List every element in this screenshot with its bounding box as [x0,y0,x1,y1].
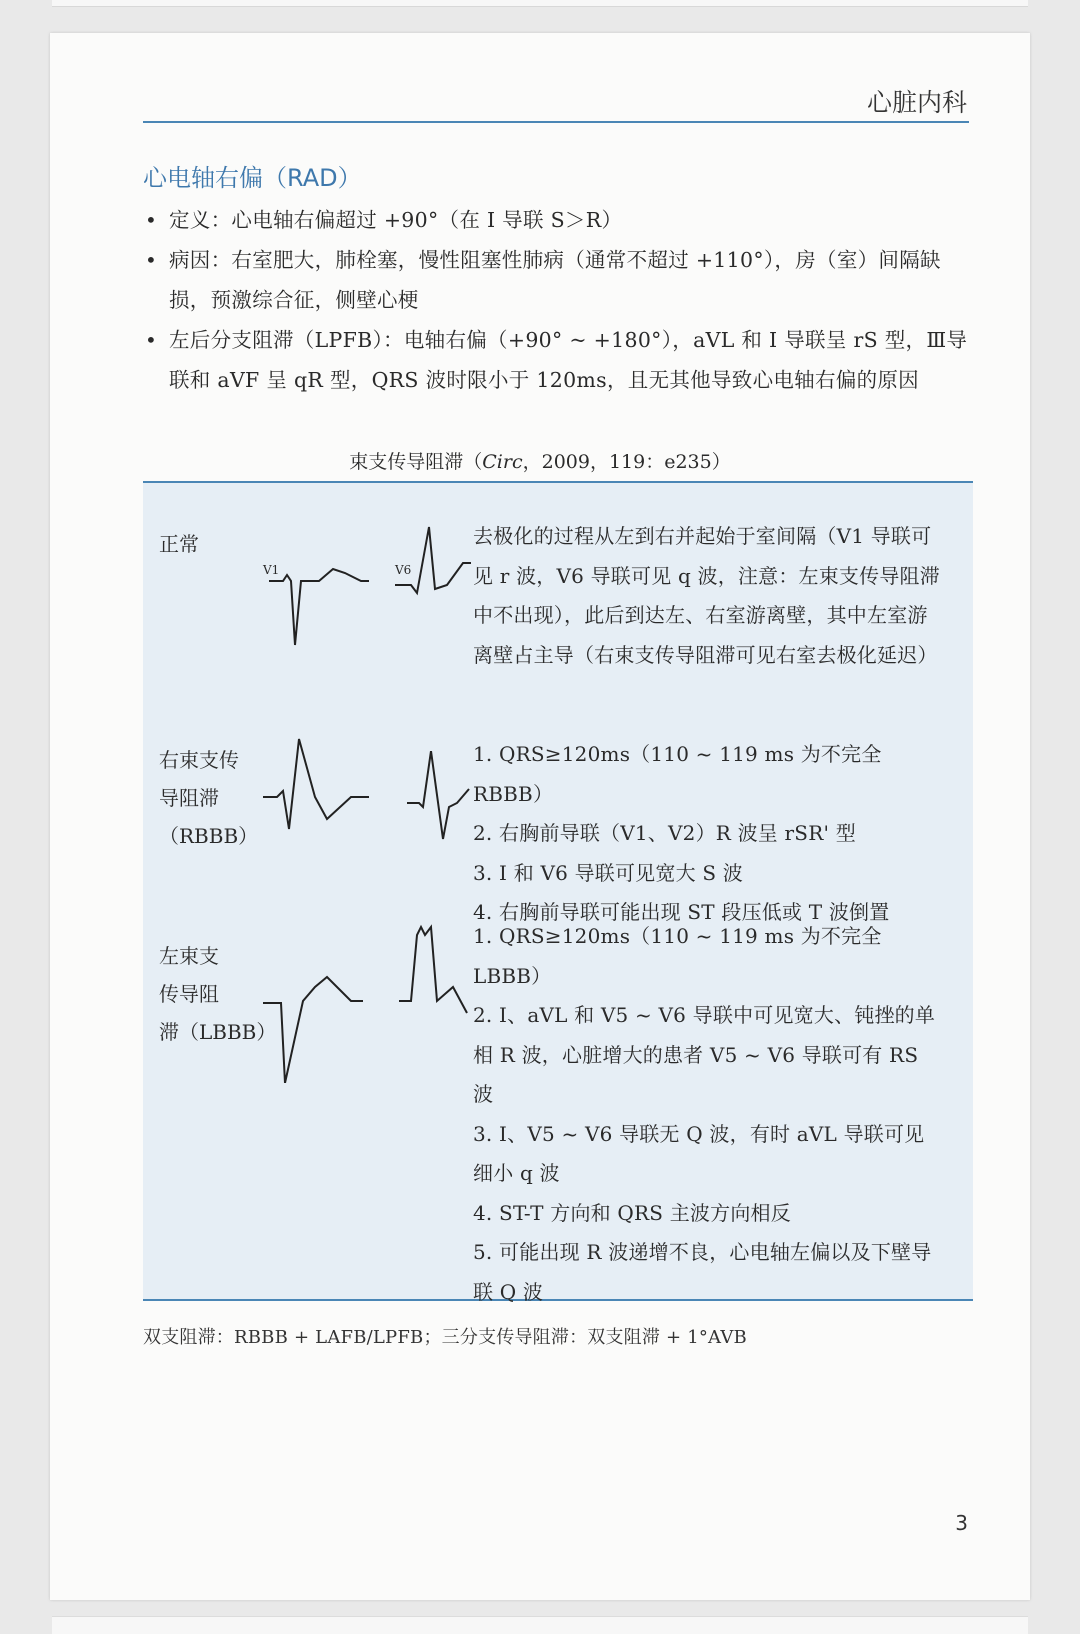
criteria-item: 4. 右胸前导联可能出现 ST 段压低或 T 波倒置 [473,900,890,924]
bullet-text: 病因：右室肥大，肺栓塞，慢性阻塞性肺病（通常不超过 +110°），房（室）间隔缺损，预激综合征，侧壁心梗 [169,248,941,312]
criteria-item: 1. QRS≥120ms（110 ~ 119 ms 为不完全 RBBB） [473,742,882,806]
row-text-lbbb [473,917,943,1312]
row-text-rbbb [473,735,943,933]
criteria-item: 2. 右胸前导联（V1、V2）R 波呈 rSR' 型 [473,821,856,845]
row-label-lbbb [159,937,276,1051]
row-label-line: （RBBB） [159,824,259,848]
row-label-rbbb [159,741,258,855]
row-label-line: 右束支传 [159,748,239,772]
bullet-lpfb [143,320,973,400]
bullet-list [143,200,973,400]
caption-paren: （ [463,451,483,473]
row-text-normal-item: 去极化的过程从左到右并起始于室间隔（V1 导联可见 r 波，V6 导联可见 q 波，注意：左束支传导阻滞中不出现），此后到达左、右室游离壁，其中左室游离壁占主导（右束支传导阻滞可见右室去极化延迟） [473,524,940,667]
lead-label-v1: V1 [263,563,280,577]
row-label-line: 传导阻 [159,982,219,1006]
bullet-causes [143,240,973,320]
bullet-definition [143,200,973,240]
footnote: 双支阻滞：RBBB + LAFB/LPFB；三分支传导阻滞：双支阻滞 + 1°AVB [143,1327,747,1348]
header-rule [143,121,969,123]
ecg-lbbb-v6-icon [397,923,477,1023]
book-page [50,33,1030,1600]
bullet-marker: • [145,208,158,232]
running-header: 心脏内科 [866,88,967,117]
page-number: 3 [955,1511,968,1535]
row-label-line: 滞（LBBB） [159,1020,277,1044]
criteria-item: 2. I、aVL 和 V5 ~ V6 导联中可见宽大、钝挫的单相 R 波，心脏增大的患者 V5 ~ V6 导联可有 RS 波 [473,1003,936,1106]
ecg-rbbb-v1-icon [261,735,371,845]
row-label-line: 左束支 [159,944,219,968]
criteria-item: 3. I、V5 ~ V6 导联无 Q 波，有时 aVL 导联可见细小 q 波 [473,1121,925,1185]
criteria-item: 4. ST-T 方向和 QRS 主波方向相反 [473,1200,791,1225]
table-caption-title: 束支传导阻滞 [349,451,464,473]
bundle-branch-block-table [143,481,973,1304]
criteria-item: 1. QRS≥120ms（110 ~ 119 ms 为不完全 LBBB） [473,924,882,988]
row-text-normal [473,517,943,675]
next-page-edge [52,1616,1028,1634]
lead-label-v6: V6 [395,563,412,577]
row-label-line: 导阻滞 [159,786,219,810]
table-caption [50,447,1030,474]
bullet-marker: • [145,328,158,352]
previous-page-edge [52,0,1028,7]
caption-journal: Circ [482,451,523,473]
section-title: 心电轴右偏（RAD） [143,164,362,192]
caption-reference: ，2009，119：e235） [522,451,731,473]
criteria-item: 5. 可能出现 R 波递增不良，心电轴左偏以及下壁导联 Q 波 [473,1240,932,1304]
criteria-item: 3. I 和 V6 导联可见宽大 S 波 [473,860,743,885]
ecg-lbbb-v1-icon [261,953,371,1083]
ecg-rbbb-v6-icon [405,751,475,851]
bullet-marker: • [145,248,158,272]
row-label-normal: 正常 [159,532,199,556]
bullet-text: 定义：心电轴右偏超过 +90°（在 I 导联 S＞R） [169,208,623,232]
bullet-text: 左后分支阻滞（LPFB）：电轴右偏（+90° ~ +180°），aVL 和 I 导联呈 rS 型，Ⅲ导联和 aVF 呈 qR 型，QRS 波时限小于 120ms，且无其他导致心电轴右偏的原因 [169,328,968,392]
